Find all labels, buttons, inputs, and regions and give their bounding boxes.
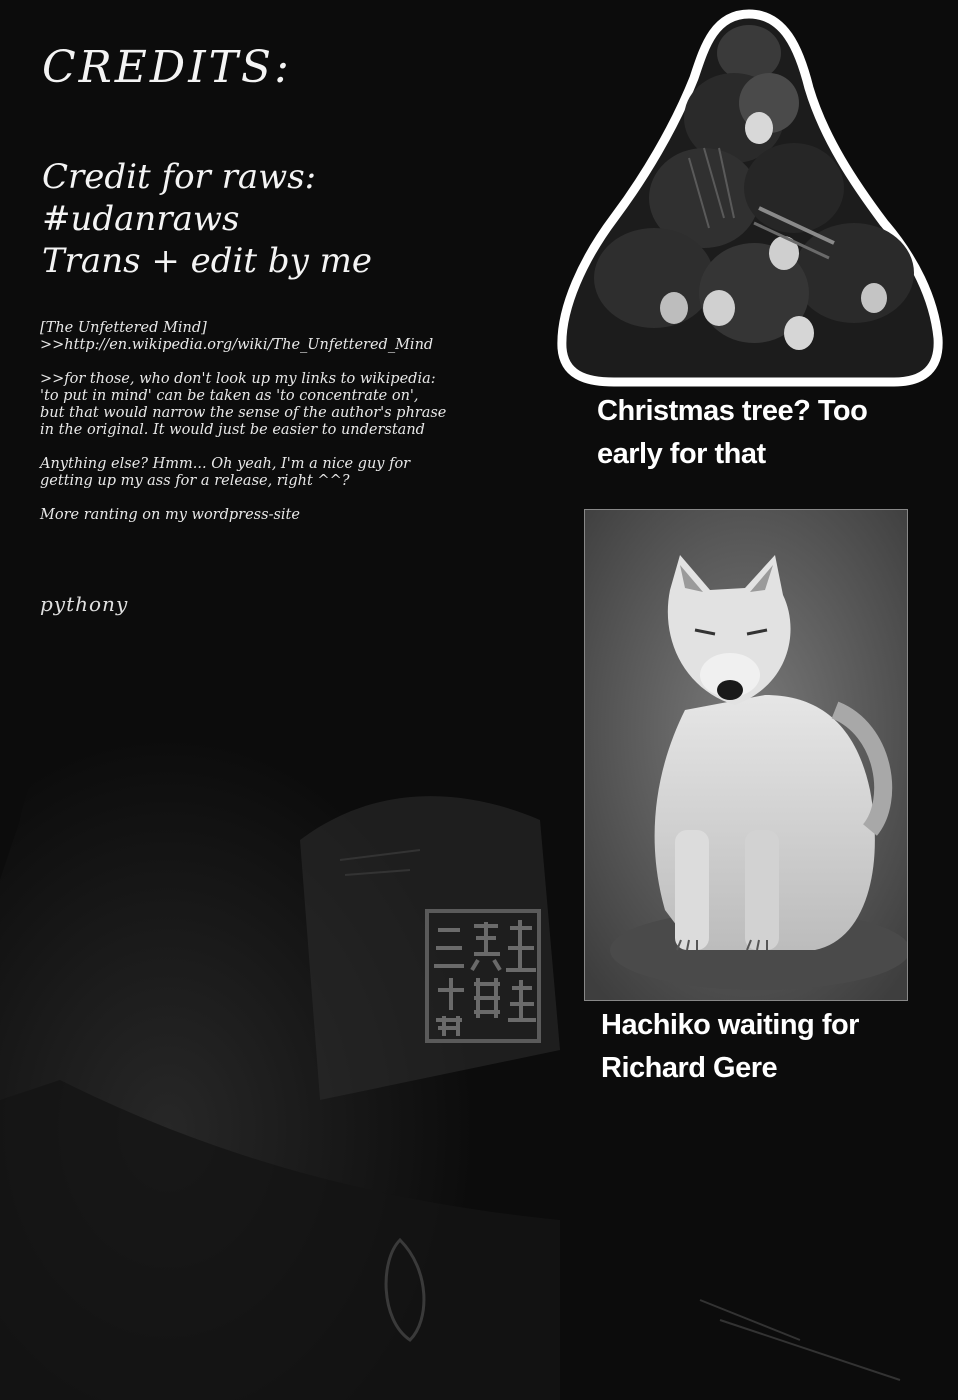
explanation-line: >>for those, who don't look up my links to wikipedia: [40,371,436,387]
caption-line: Christmas tree? Too [597,395,868,427]
seal-stamp [424,908,542,1044]
explanation-line: in the original. It would just be easier to understand [40,422,425,438]
explanation-line: 'to put in mind' can be taken as 'to concentrate on', [40,388,419,404]
explanation-paragraph [40,371,550,439]
aside-paragraph [40,456,550,490]
christmas-tree-illustration [554,8,944,388]
hachiko-caption [601,1004,859,1090]
raw-credits-block [42,156,372,282]
credits-heading: CREDITS: [42,42,292,93]
christmas-tree-caption [597,390,867,476]
dog-icon [585,510,907,1000]
aside-line: getting up my ass for a release, right ^^? [40,473,350,489]
reference-paragraph [40,320,550,354]
caption-line: early for that [597,438,766,470]
translator-signature: pythony [40,592,129,616]
ranting-line: More ranting on my wordpress-site [40,507,300,523]
credit-line-translator: Trans + edit by me [42,241,373,281]
credit-line-raws: Credit for raws: [42,157,317,197]
reference-title: [The Unfettered Mind] [40,320,207,336]
translator-notes [40,320,550,541]
explanation-line: but that would narrow the sense of the author's phrase [40,405,447,421]
caption-line: Hachiko waiting for [601,1009,859,1041]
reference-link[interactable]: >>http://en.wikipedia.org/wiki/The_Unfettered_Mind [40,337,434,353]
aside-line: Anything else? Hmm... Oh yeah, I'm a nice guy for [40,456,411,472]
caption-line: Richard Gere [601,1052,778,1084]
hachiko-illustration [584,509,908,1001]
credit-line-source: #udanraws [42,199,240,239]
